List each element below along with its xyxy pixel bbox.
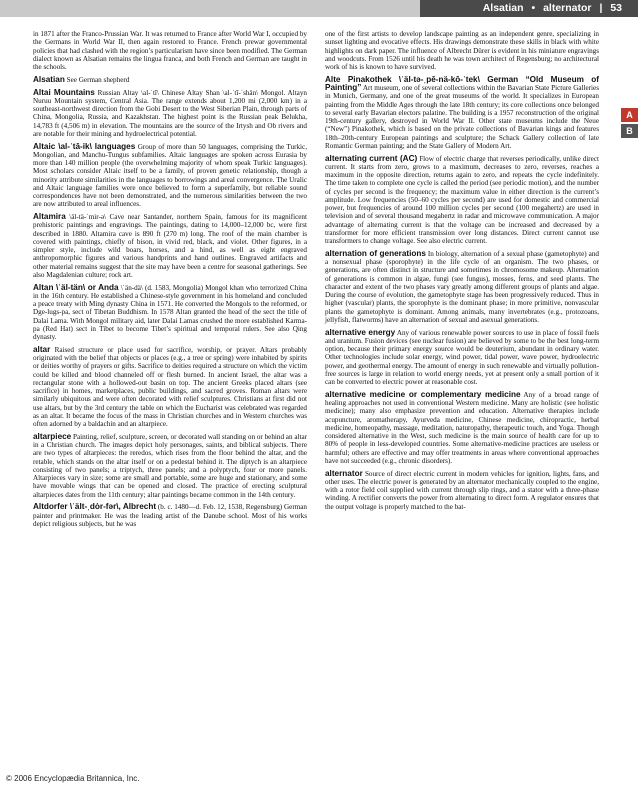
entry-headword: alternation of generations bbox=[325, 248, 426, 258]
entry-headword: altar bbox=[33, 344, 51, 354]
dictionary-entry bbox=[325, 155, 599, 246]
page-header bbox=[0, 0, 638, 17]
dictionary-entry bbox=[325, 76, 599, 150]
entry-body: Source of direct electric current in modern vehicles for ignition, lights, fans, and other uses. The electric power is generated by an alternator mechanically coupled to the engine, with a rotor field coil supplied with current through slip rings, and a stator with a three-phase winding. A rectifier converts the power from alternating to direct form. A regulator ensures that the output voltage is properly matched to the bat- bbox=[325, 469, 599, 511]
entry-headword: Alsatian bbox=[33, 74, 65, 84]
running-tail: alternator bbox=[543, 2, 592, 14]
dictionary-entry bbox=[33, 213, 307, 279]
right-column bbox=[325, 30, 599, 515]
entry-headword: alternative energy bbox=[325, 327, 396, 337]
entry-headword: Altai Mountains bbox=[33, 87, 95, 97]
dictionary-entry bbox=[33, 30, 307, 71]
entry-headword: Alte Pinakothek \ˈäl-tə-ˌpē-nä-kō-ˈtek\ German “Old Museum of Painting” bbox=[325, 74, 599, 92]
dictionary-entry bbox=[33, 284, 307, 342]
dictionary-entry bbox=[33, 503, 307, 528]
entry-body: Raised structure or place used for sacrifice, worship, or prayer. Altars probably originated with the belief that objects or places (e.g., a tree or spring) were inhabited by spirits or deities worthy of prayers or gifts. Sacrifice to deities required a structure on which the victim could be killed and blood channeled off or flesh burned. In ancient Israel, the altar was a rectangular stone with a hollowed-out basin on top. The ancient Greeks placed altars (see sacrifice) in homes, marketplaces, public buildings, and sacred groves. Roman altars were similarly ubiquitous and were often decorated with relief sculptures. Christians at first did not use altars, but by the 3rd century the table on which the Eucharist was celebrated was regarded as an altar. It became the focus of the mass in Christian churches and in Western churches was often adorned by a baldachin and an altarpiece. bbox=[33, 345, 307, 428]
entry-body: (b. c. 1480—d. Feb. 12, 1538, Regensburg) German painter and printmaker. He was the leading artist of the Danube school. Most of his works depict religious subjects, but he was bbox=[33, 503, 307, 528]
entry-body: \äl-tä-ˈmir-ə\ Cave near Santander, northern Spain, famous for its magnificent prehistoric paintings and engravings. The paintings, dating to 14,000–12,000 bc, were first described in 1880. Altamira cave is 890 ft (270 m) long. The roof of the main chamber is covered with paintings, chiefly of bison, in vivid red, black, and violet. Other figures, in a simpler style, include wild boars, horses, and a hind, as well as eight engraved anthropomorphic figures and various handprints and hand outlines. Engraved artifacts and other material remains suggest that the site may have been a centre for seasonal gatherings. See also Magdalenian culture; rock art. bbox=[33, 213, 307, 279]
dictionary-entry bbox=[33, 89, 307, 139]
dictionary-entry bbox=[325, 30, 599, 71]
entry-body: Group of more than 50 languages, comprising the Turkic, Mongolian, and Manchu-Tungus subfamilies. Altaic languages are spoken across Eurasia by more than 140 million people (the overwhelming majority of whom speak Turkic languages). Most scholars consider Altaic itself to be a family, of proven genetic relationship, though a minority attribute similarities in the languages to borrowings and areal convergence. The Uralic and Altaic language families were once believed to form a superfamily, but reliable sound correspondences have not been demonstrated, and the numerous similarities between the two are now attributed to areal influences. bbox=[33, 142, 307, 209]
dictionary-entry bbox=[33, 433, 307, 499]
entry-body: See German shepherd bbox=[66, 75, 130, 84]
entry-body: Any of various renewable power sources to use in place of fossil fuels and uranium. Fusion devices (see nuclear fusion) are believed by some to be the best long-term option, because their primary energy source would be deuterium, abundant in ordinary water. Other technologies include solar energy, wind power, tidal power, wave power, hydroelectric power, and geothermal energy. The amount of energy in such renewable and virtually pollution-free sources is large in relation to world energy needs, yet at present only a small portion of it can be converted to electric power at reasonable cost. bbox=[325, 328, 599, 386]
entry-body: Any of a broad range of healing approaches not used in conventional Western medicine. Many are holistic (see holistic medicine); many also emphasize prevention and education. Alternative therapies include acupuncture, aromatherapy, Ayurveda medicine, Chinese medicine, chiropractic, herbal medicine, homeopathy, massage, meditation, naturopathy, therapeutic touch, and Yoga. Though considered alternative in the West, such medicine is the main source of health care for up to 80% of people in less-developed countries. Some alternative-medicine practices are useless or harmful; others are effective and may offer treatments in areas where conventional approaches have not succeeded (e.g., chronic disorders). bbox=[325, 390, 599, 465]
thumb-index bbox=[621, 108, 638, 140]
entry-body: Russian Altay \al-ˈtī\ Chinese Altay Shan \al-ˈtī-ˈshän\ Mongol. Altayn Nuruu Mountain system, Central Asia. The range extends about 1,200 mi (2,000 km) in a southeast-northwest direction from the Gobi Desert to the West Siberian Plain, through parts of China, Mongolia, Russia, and Kazakhstan. The highest point is the Russian peak Belukha, 14,783 ft (4,506 m) in elevation. The mountains are the source of the Irtysh and Ob rivers and are notable for their mining and hydroelectrical potential. bbox=[33, 88, 307, 138]
thumb-tab-a[interactable]: A bbox=[621, 108, 638, 122]
entry-headword: alternative medicine or complementary medicine bbox=[325, 389, 521, 399]
entry-body: \ˈän-dä\ (d. 1583, Mongolia) Mongol khan who terrorized China in the 16th century. He established a Chinese-style government in his homeland and concluded a peace treaty with Ming dynasty China in 1571. He converted the Mongols to the reformed, or Dge-lugs-pa, sect of Tibetan Buddhism. In 1578 Altan granted the head of the sect the title of Dalai Lama. With Mongol military aid, later Dalai Lamas crushed the more established Karma-pa (Red Hat) sect in Tibet to become Tibet’s spiritual and temporal rulers. See also Qing dynasty. bbox=[33, 283, 307, 341]
entry-body: Painting, relief, sculpture, screen, or decorated wall standing on or behind an altar in a Christian church. The images depict holy personages, saints, and biblical subjects. There are two types of altarpieces: the reredos, which rises from the floor behind the altar, and the retable, which stands on the altar itself or on a pedestal behind it. The diptych is an altarpiece consisting of two panels; a triptych, three panels; and a polyptych, four or more panels. Altarpieces vary in size; some are small and portable, some are huge and stationary, and some have movable wings that can be opened and closed. The practice of erecting sculptural altarpieces dates from the 11th century; altar paintings became common in the 14th century. bbox=[33, 432, 308, 499]
dictionary-entry bbox=[33, 143, 307, 209]
page-number: 53 bbox=[610, 2, 622, 14]
entry-headword: alternator bbox=[325, 468, 363, 478]
dictionary-entry bbox=[33, 346, 307, 429]
entry-headword: Altdorfer \ˈält-ˌdȯr-fər\, Albrecht bbox=[33, 502, 157, 512]
dictionary-entry bbox=[325, 250, 599, 324]
bullet: • bbox=[531, 2, 536, 14]
entry-headword: Altan \ˈäl-tän\ or Anda bbox=[33, 282, 119, 292]
entry-body: one of the first artists to develop landscape painting as an independent genre, specializing in sunset lighting and evocative effects. His drawings demonstrate these skills in black with white highlights on dark paper. The influence of Albrecht Dürer is evident in his miniature engravings and woodcuts. From 1526 until his death he was town architect of Regensburg; no architectural work of his is known to have survived. bbox=[325, 30, 599, 71]
entry-body: Flow of electric charge that reverses periodically, unlike direct current. It starts from zero, grows to a maximum, decreases to zero, reverses, reaches a maximum in the opposite direction, returns again to zero, and repeats the cycle indefinitely. The time taken to complete one cycle is called the period (see periodic motion), and the number of cycles per second is the frequency; the maximum value in either direction is the current’s amplitude. Low frequencies (50–60 cycles per second) are used for domestic and commercial power, but frequencies of around 100 million cycles per second (100 megahertz) are used in television and of several thousand megahertz in radar and microwave communication. A major advantage of alternating current is that the voltage can be increased and decreased by a transformer for more efficient transmission over long distances. Direct current cannot use transformers to change voltage. See also electric current. bbox=[325, 154, 599, 245]
dictionary-entry bbox=[325, 391, 599, 465]
entry-headword: alternating current (AC) bbox=[325, 153, 418, 163]
thumb-tab-b[interactable]: B bbox=[621, 124, 638, 138]
running-head: Alsatian bbox=[482, 2, 524, 14]
entry-headword: Altamira bbox=[33, 212, 66, 221]
entry-headword: Altaic \al-ˈtā-ik\ languages bbox=[33, 141, 136, 151]
entry-headword: altarpiece bbox=[33, 431, 72, 441]
entry-body: in 1871 after the Franco-Prussian War. It was returned to France after World War I, occupied by the Germans in World War II, then again restored to France. French prewar governmental policies that had clashed with the region’s particularism have since been modified. The German dialect known as Alsatian remains the lingua franca, and both French and German are taught in the schools. bbox=[33, 30, 307, 71]
running-header bbox=[483, 1, 622, 16]
dictionary-entry bbox=[33, 76, 307, 84]
entry-body: In biology, alternation of a sexual phase (gametophyte) and a nonsexual phase (sporophyte) in the life cycle of an organism. The two phases, or generations, are often distinct in structure and sometimes in chromosome makeup. Alternation of generations is common in algae, fungi (see fungus), mosses, ferns, and seed plants. The character and extent of the two phases vary greatly among different groups of plants and algae. During the course of evolution, the gametophyte stage has been progressively reduced. Thus in higher (vascular) plants, the sporophyte is the dominant phase; in more primitive, nonvascular plants the gametophyte is dominant. Among animals, many invertebrates (e.g., protozoans, jellyfish, flatworms) have an alternation of sexual and asexual generations. bbox=[325, 249, 599, 324]
copyright-footer: © 2006 Encyclopædia Britannica, Inc. bbox=[6, 774, 140, 783]
divider: | bbox=[599, 2, 603, 14]
left-column bbox=[33, 30, 307, 533]
dictionary-entry bbox=[325, 470, 599, 511]
entry-body: Art museum, one of several collections within the Bavarian State Picture Galleries in Munich, Germany, and one of the great museums of the world. It specializes in European painting from the Middle Ages through the late 18th century; its core collections once belonged to several early Bavarian electors palatine. The building is a 1957 reconstruction of the original 19th-century gallery, destroyed in World War II. Other state museums include the Neue (“New”) Pinakothek, which is based on the private collections of Bavarian kings and features 18th–20th-century European paintings and sculpture; the Schack Gallery collection of late Romantic German painting; and the State Gallery of Modern Art. bbox=[325, 84, 599, 150]
dictionary-entry bbox=[325, 329, 599, 387]
